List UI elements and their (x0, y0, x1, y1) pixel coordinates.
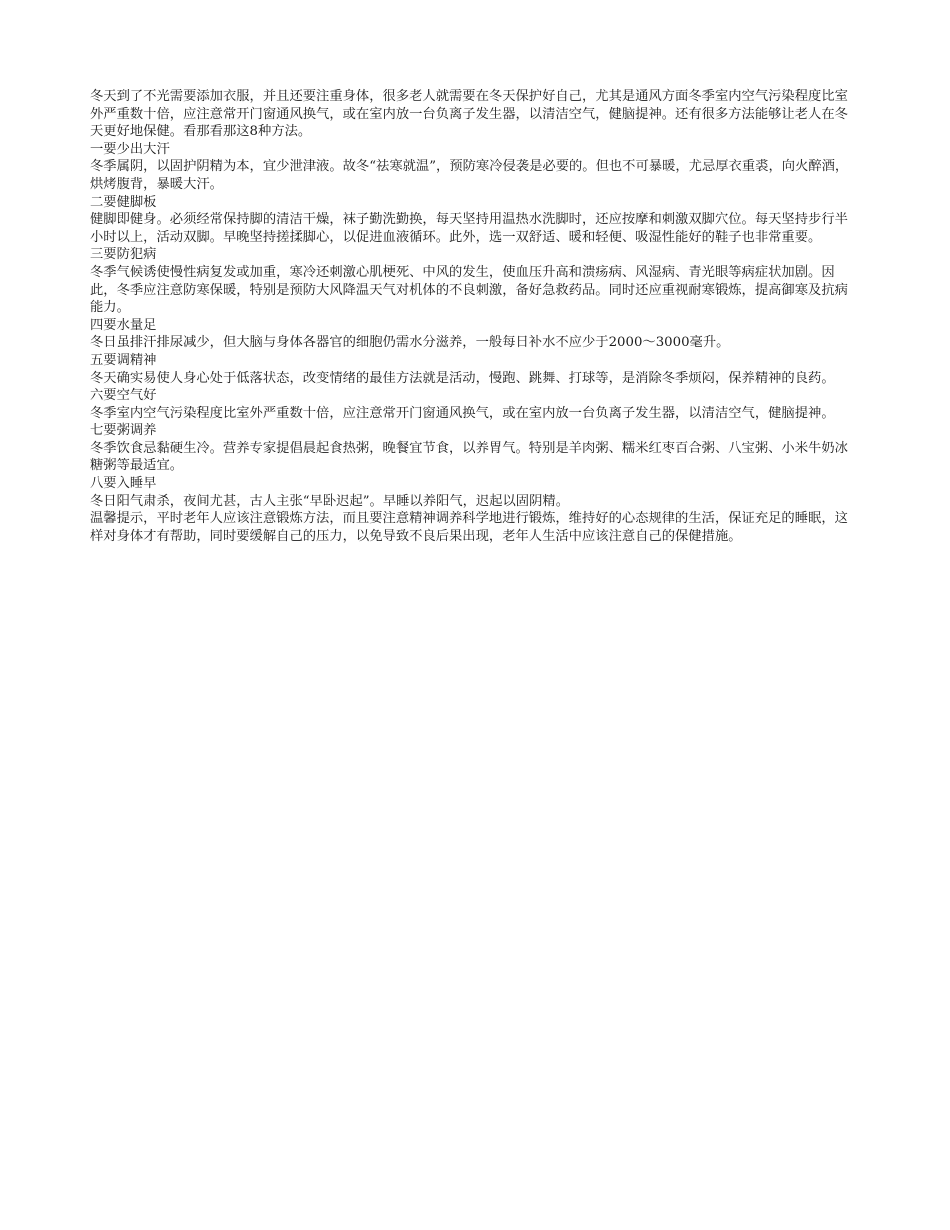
intro-paragraph: 冬天到了不光需要添加衣服，并且还要注重身体，很多老人就需要在冬天保护好自己，尤其是通风方面冬季室内空气污染程度比室外严重数十倍，应注意常开门窗通风换气，或在室内放一台负离子发生器，以清洁空气，健脑提神。还有很多方法能够让老人在冬天更好地保健。看那看那这8种方法。 (90, 89, 848, 140)
section-body-2: 健脚即健身。必须经常保持脚的清洁干燥，袜子勤洗勤换，每天坚持用温热水洗脚时，还应按摩和刺激双脚穴位。每天坚持步行半小时以上，活动双脚。早晚坚持搓揉脚心，以促进血液循环。此外，选一双舒适、暖和轻便、吸湿性能好的鞋子也非常重要。 (90, 212, 848, 245)
closing-paragraph: 温馨提示，平时老年人应该注意锻炼方法，而且要注意精神调养科学地进行锻炼，维持好的心态规律的生活，保证充足的睡眠，这样对身体才有帮助，同时要缓解自己的压力，以免导致不良后果出现，老年人生活中应该注意自己的保健措施。 (90, 511, 848, 544)
section-heading-8: 八要入睡早 (90, 476, 157, 492)
article-body (90, 88, 852, 545)
section-heading-6: 六要空气好 (90, 388, 157, 404)
section-heading-4: 四要水量足 (90, 317, 157, 333)
section-body-3: 冬季气候诱使慢性病复发或加重，寒冷还刺激心肌梗死、中风的发生，使血压升高和溃疡病、风湿病、青光眼等病症状加剧。因此，冬季应注意防寒保暖，特别是预防大风降温天气对机体的不良刺激，备好急救药品。同时还应重视耐寒锻炼，提高御寒及抗病能力。 (90, 264, 848, 316)
section-heading-5: 五要调精神 (90, 352, 157, 368)
section-heading-1: 一要少出大汗 (90, 141, 170, 157)
section-body-6: 冬季室内空气污染程度比室外严重数十倍，应注意常开门窗通风换气，或在室内放一台负离子发生器，以清洁空气，健脑提神。 (90, 405, 835, 421)
section-heading-3: 三要防犯病 (90, 247, 157, 263)
section-heading-2: 二要健脚板 (90, 194, 157, 210)
section-body-5: 冬天确实易使人身心处于低落状态，改变情绪的最佳方法就是活动，慢跑、跳舞、打球等，是消除冬季烦闷，保养精神的良药。 (90, 370, 835, 386)
section-heading-7: 七要粥调养 (90, 423, 157, 439)
section-body-8: 冬日阳气肃杀，夜间尤甚，古人主张“早卧迟起”。早睡以养阳气，迟起以固阴精。 (90, 493, 569, 509)
section-body-4: 冬日虽排汗排尿减少，但大脑与身体各器官的细胞仍需水分滋养，一般每日补水不应少于2000～3000毫升。 (90, 335, 730, 351)
section-body-7: 冬季饮食忌黏硬生冷。营养专家提倡晨起食热粥，晚餐宜节食，以养胃气。特别是羊肉粥、糯米红枣百合粥、八宝粥、小米牛奶冰糖粥等最适宜。 (90, 440, 848, 474)
section-body-1: 冬季属阴，以固护阴精为本，宜少泄津液。故冬“祛寒就温”，预防寒冷侵袭是必要的。但也不可暴暖，尤忌厚衣重裘，向火醉酒，烘烤腹背，暴暖大汗。 (90, 159, 849, 192)
